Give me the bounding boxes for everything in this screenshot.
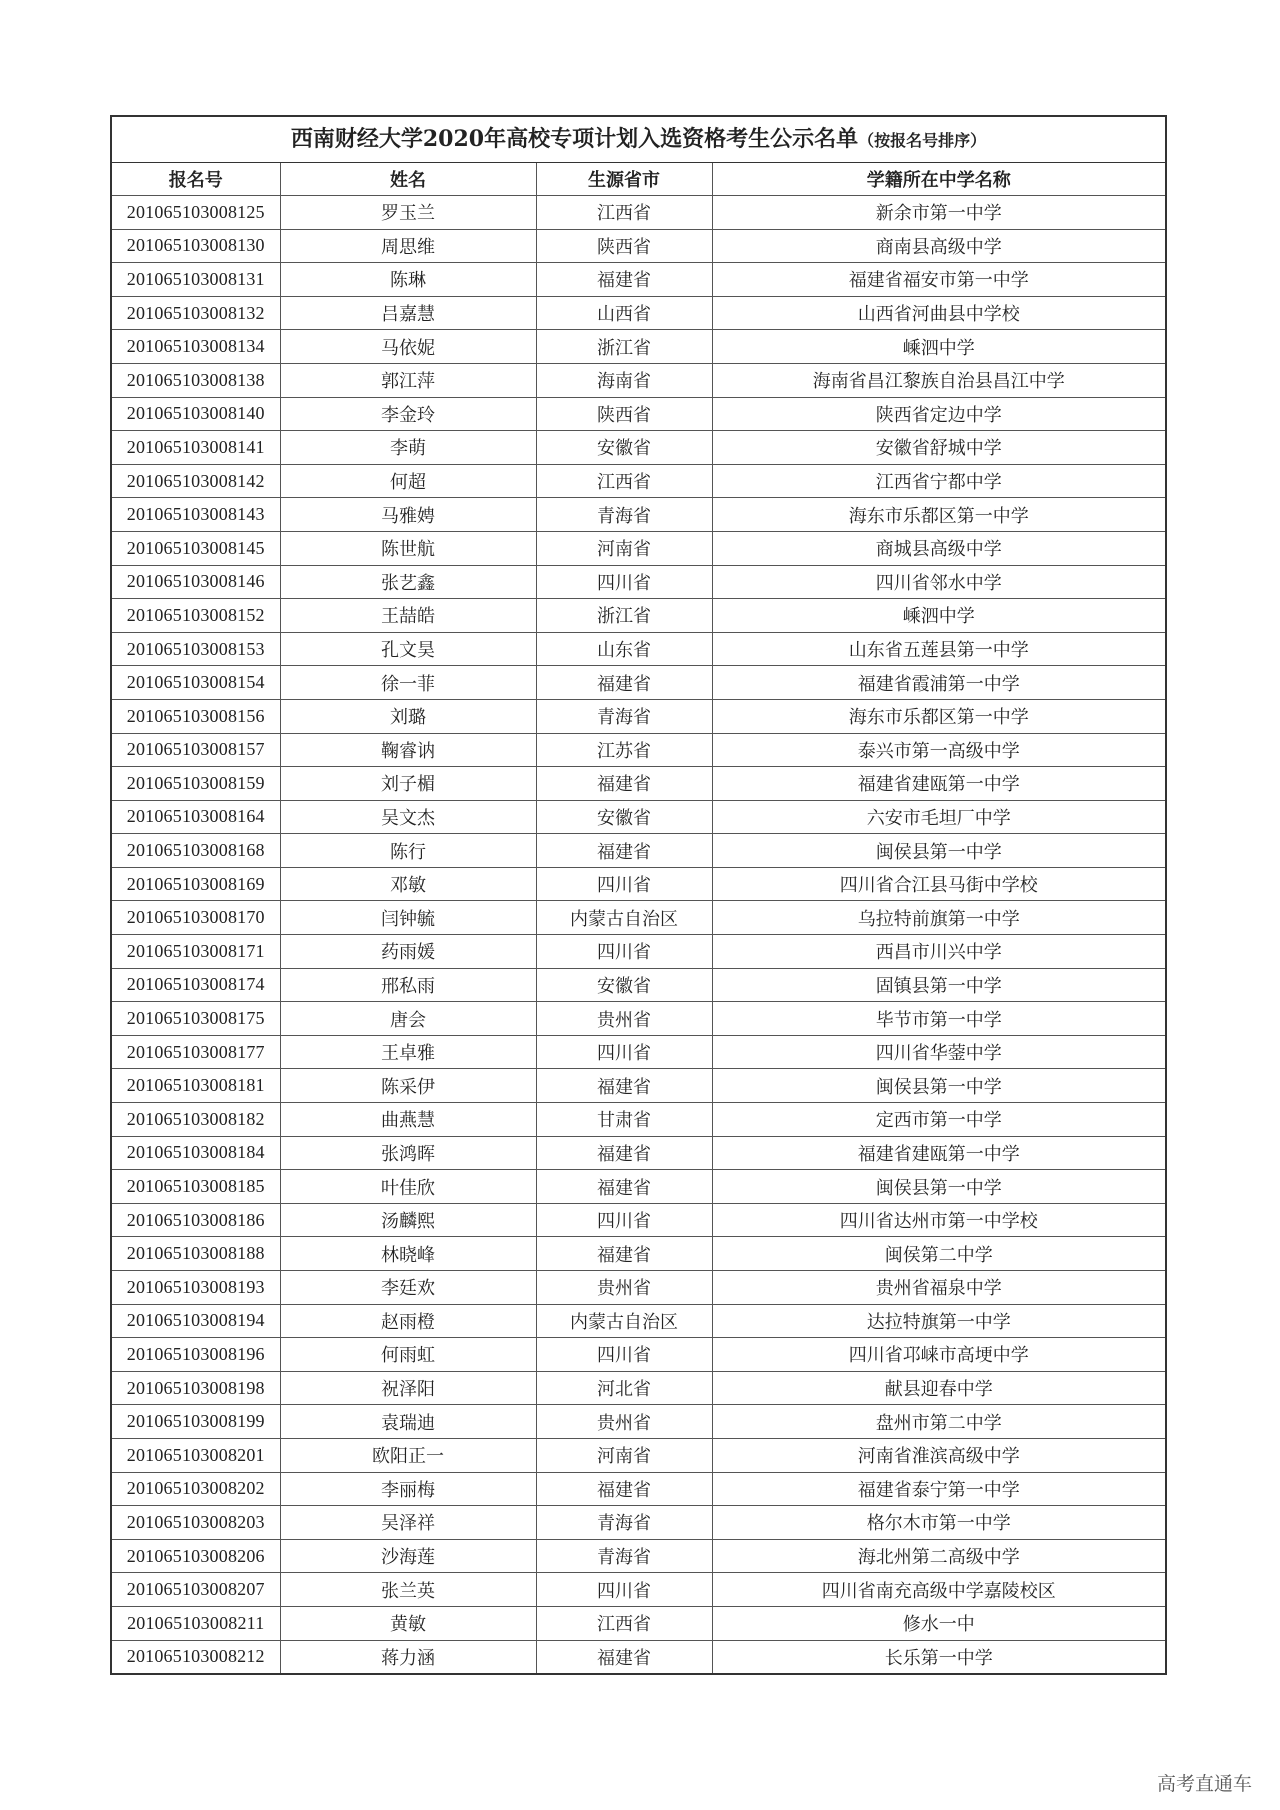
cell-school: 毕节市第一中学 xyxy=(712,1002,1165,1036)
cell-province: 四川省 xyxy=(536,867,712,901)
cell-province: 贵州省 xyxy=(536,1271,712,1305)
table-row xyxy=(112,296,1165,330)
cell-name: 唐会 xyxy=(280,1002,536,1036)
cell-name: 叶佳欣 xyxy=(280,1170,536,1204)
cell-school: 闽侯县第一中学 xyxy=(712,1069,1165,1103)
table-row xyxy=(112,464,1165,498)
cell-name: 刘璐 xyxy=(280,699,536,733)
cell-registration-no: 201065103008193 xyxy=(112,1271,280,1305)
cell-name: 鞠睿讷 xyxy=(280,733,536,767)
cell-registration-no: 201065103008171 xyxy=(112,935,280,969)
table-row xyxy=(112,901,1165,935)
cell-name: 蒋力涵 xyxy=(280,1640,536,1673)
header-province: 生源省市 xyxy=(536,163,712,196)
cell-registration-no: 201065103008188 xyxy=(112,1237,280,1271)
cell-registration-no: 201065103008194 xyxy=(112,1304,280,1338)
cell-school: 福建省福安市第一中学 xyxy=(712,263,1165,297)
cell-province: 河南省 xyxy=(536,531,712,565)
cell-name: 王卓雅 xyxy=(280,1035,536,1069)
table-row xyxy=(112,834,1165,868)
cell-province: 青海省 xyxy=(536,1539,712,1573)
cell-school: 长乐第一中学 xyxy=(712,1640,1165,1673)
cell-name: 李萌 xyxy=(280,431,536,465)
cell-school: 安徽省舒城中学 xyxy=(712,431,1165,465)
cell-registration-no: 201065103008185 xyxy=(112,1170,280,1204)
cell-school: 海东市乐都区第一中学 xyxy=(712,699,1165,733)
table-row xyxy=(112,196,1165,230)
table-row xyxy=(112,1438,1165,1472)
cell-school: 盘州市第二中学 xyxy=(712,1405,1165,1439)
cell-school: 江西省宁都中学 xyxy=(712,464,1165,498)
cell-school: 四川省邻水中学 xyxy=(712,565,1165,599)
cell-province: 四川省 xyxy=(536,1338,712,1372)
cell-school: 陕西省定边中学 xyxy=(712,397,1165,431)
cell-province: 青海省 xyxy=(536,699,712,733)
cell-province: 福建省 xyxy=(536,1640,712,1673)
cell-registration-no: 201065103008203 xyxy=(112,1506,280,1540)
cell-school: 新余市第一中学 xyxy=(712,196,1165,230)
cell-school: 达拉特旗第一中学 xyxy=(712,1304,1165,1338)
cell-name: 欧阳正一 xyxy=(280,1438,536,1472)
cell-school: 山西省河曲县中学校 xyxy=(712,296,1165,330)
cell-registration-no: 201065103008157 xyxy=(112,733,280,767)
cell-province: 青海省 xyxy=(536,1506,712,1540)
cell-name: 吕嘉慧 xyxy=(280,296,536,330)
cell-registration-no: 201065103008182 xyxy=(112,1103,280,1137)
table-row xyxy=(112,666,1165,700)
cell-province: 青海省 xyxy=(536,498,712,532)
table-row xyxy=(112,1002,1165,1036)
cell-name: 林晓峰 xyxy=(280,1237,536,1271)
cell-province: 安徽省 xyxy=(536,968,712,1002)
cell-registration-no: 201065103008196 xyxy=(112,1338,280,1372)
cell-registration-no: 201065103008207 xyxy=(112,1573,280,1607)
cell-registration-no: 201065103008198 xyxy=(112,1371,280,1405)
cell-name: 郭江萍 xyxy=(280,363,536,397)
cell-name: 邓敏 xyxy=(280,867,536,901)
cell-province: 福建省 xyxy=(536,834,712,868)
table-row xyxy=(112,1338,1165,1372)
table-row xyxy=(112,363,1165,397)
document-title xyxy=(112,117,1165,163)
cell-name: 药雨媛 xyxy=(280,935,536,969)
cell-registration-no: 201065103008141 xyxy=(112,431,280,465)
cell-school: 商南县高级中学 xyxy=(712,229,1165,263)
table-row xyxy=(112,1069,1165,1103)
cell-name: 马雅娉 xyxy=(280,498,536,532)
cell-province: 江西省 xyxy=(536,464,712,498)
cell-province: 四川省 xyxy=(536,935,712,969)
cell-school: 四川省邛崃市高埂中学 xyxy=(712,1338,1165,1372)
cell-name: 陈采伊 xyxy=(280,1069,536,1103)
table-row xyxy=(112,229,1165,263)
table-row xyxy=(112,1573,1165,1607)
table-header-row xyxy=(112,163,1165,196)
cell-school: 四川省达州市第一中学校 xyxy=(712,1203,1165,1237)
cell-school: 闽侯县第一中学 xyxy=(712,834,1165,868)
cell-registration-no: 201065103008134 xyxy=(112,330,280,364)
cell-province: 贵州省 xyxy=(536,1405,712,1439)
cell-name: 周思维 xyxy=(280,229,536,263)
cell-school: 西昌市川兴中学 xyxy=(712,935,1165,969)
cell-school: 福建省泰宁第一中学 xyxy=(712,1472,1165,1506)
cell-province: 内蒙古自治区 xyxy=(536,1304,712,1338)
cell-school: 定西市第一中学 xyxy=(712,1103,1165,1137)
table-row xyxy=(112,1170,1165,1204)
table-row xyxy=(112,1103,1165,1137)
cell-school: 河南省淮滨高级中学 xyxy=(712,1438,1165,1472)
cell-province: 福建省 xyxy=(536,263,712,297)
cell-province: 河南省 xyxy=(536,1438,712,1472)
cell-name: 刘子楣 xyxy=(280,767,536,801)
cell-province: 福建省 xyxy=(536,1237,712,1271)
cell-name: 吴泽祥 xyxy=(280,1506,536,1540)
cell-registration-no: 201065103008138 xyxy=(112,363,280,397)
cell-province: 福建省 xyxy=(536,666,712,700)
cell-name: 沙海莲 xyxy=(280,1539,536,1573)
roster-sheet xyxy=(110,115,1167,1675)
cell-registration-no: 201065103008212 xyxy=(112,1640,280,1673)
watermark: 高考直通车 xyxy=(1156,1773,1252,1795)
cell-registration-no: 201065103008142 xyxy=(112,464,280,498)
cell-registration-no: 201065103008154 xyxy=(112,666,280,700)
cell-registration-no: 201065103008140 xyxy=(112,397,280,431)
cell-province: 浙江省 xyxy=(536,599,712,633)
cell-province: 陕西省 xyxy=(536,397,712,431)
cell-school: 格尔木市第一中学 xyxy=(712,1506,1165,1540)
cell-registration-no: 201065103008184 xyxy=(112,1136,280,1170)
table-row xyxy=(112,968,1165,1002)
cell-name: 徐一菲 xyxy=(280,666,536,700)
cell-name: 陈琳 xyxy=(280,263,536,297)
table-row xyxy=(112,1237,1165,1271)
cell-province: 江西省 xyxy=(536,196,712,230)
table-row xyxy=(112,1405,1165,1439)
cell-school: 修水一中 xyxy=(712,1606,1165,1640)
cell-registration-no: 201065103008146 xyxy=(112,565,280,599)
cell-school: 嵊泗中学 xyxy=(712,599,1165,633)
cell-province: 福建省 xyxy=(536,1069,712,1103)
cell-province: 海南省 xyxy=(536,363,712,397)
cell-province: 四川省 xyxy=(536,1203,712,1237)
table-row xyxy=(112,330,1165,364)
cell-registration-no: 201065103008143 xyxy=(112,498,280,532)
table-row xyxy=(112,1506,1165,1540)
cell-school: 四川省合江县马街中学校 xyxy=(712,867,1165,901)
cell-registration-no: 201065103008130 xyxy=(112,229,280,263)
table-row xyxy=(112,1271,1165,1305)
table-row xyxy=(112,1472,1165,1506)
cell-school: 闽侯县第一中学 xyxy=(712,1170,1165,1204)
cell-name: 邢私雨 xyxy=(280,968,536,1002)
cell-registration-no: 201065103008169 xyxy=(112,867,280,901)
table-row xyxy=(112,1539,1165,1573)
table-row xyxy=(112,767,1165,801)
cell-province: 山西省 xyxy=(536,296,712,330)
cell-registration-no: 201065103008153 xyxy=(112,632,280,666)
cell-name: 曲燕慧 xyxy=(280,1103,536,1137)
table-row xyxy=(112,531,1165,565)
cell-registration-no: 201065103008132 xyxy=(112,296,280,330)
cell-name: 张兰英 xyxy=(280,1573,536,1607)
cell-name: 李金玲 xyxy=(280,397,536,431)
cell-school: 六安市毛坦厂中学 xyxy=(712,800,1165,834)
cell-registration-no: 201065103008206 xyxy=(112,1539,280,1573)
cell-school: 海北州第二高级中学 xyxy=(712,1539,1165,1573)
table-row xyxy=(112,800,1165,834)
cell-registration-no: 201065103008186 xyxy=(112,1203,280,1237)
table-row xyxy=(112,867,1165,901)
cell-province: 内蒙古自治区 xyxy=(536,901,712,935)
cell-registration-no: 201065103008181 xyxy=(112,1069,280,1103)
cell-school: 海南省昌江黎族自治县昌江中学 xyxy=(712,363,1165,397)
cell-school: 四川省华蓥中学 xyxy=(712,1035,1165,1069)
cell-registration-no: 201065103008177 xyxy=(112,1035,280,1069)
roster-table xyxy=(112,163,1165,1673)
table-row xyxy=(112,1606,1165,1640)
cell-province: 四川省 xyxy=(536,565,712,599)
table-row xyxy=(112,699,1165,733)
cell-province: 四川省 xyxy=(536,1573,712,1607)
cell-name: 李廷欢 xyxy=(280,1271,536,1305)
cell-registration-no: 201065103008175 xyxy=(112,1002,280,1036)
cell-registration-no: 201065103008211 xyxy=(112,1606,280,1640)
cell-province: 山东省 xyxy=(536,632,712,666)
cell-province: 江西省 xyxy=(536,1606,712,1640)
title-text: 西南财经大学2020年高校专项计划入选资格考生公示名单 xyxy=(290,126,859,152)
cell-province: 河北省 xyxy=(536,1371,712,1405)
cell-name: 马依妮 xyxy=(280,330,536,364)
table-row xyxy=(112,1203,1165,1237)
header-registration-no: 报名号 xyxy=(112,163,280,196)
cell-province: 甘肃省 xyxy=(536,1103,712,1137)
cell-name: 孔文昊 xyxy=(280,632,536,666)
cell-name: 吴文杰 xyxy=(280,800,536,834)
table-row xyxy=(112,1304,1165,1338)
cell-province: 安徽省 xyxy=(536,800,712,834)
cell-province: 贵州省 xyxy=(536,1002,712,1036)
cell-name: 张艺鑫 xyxy=(280,565,536,599)
cell-registration-no: 201065103008131 xyxy=(112,263,280,297)
cell-name: 祝泽阳 xyxy=(280,1371,536,1405)
cell-province: 福建省 xyxy=(536,767,712,801)
cell-school: 闽侯第二中学 xyxy=(712,1237,1165,1271)
table-row xyxy=(112,1035,1165,1069)
table-row xyxy=(112,733,1165,767)
cell-school: 福建省霞浦第一中学 xyxy=(712,666,1165,700)
cell-name: 何雨虹 xyxy=(280,1338,536,1372)
cell-name: 陈行 xyxy=(280,834,536,868)
cell-registration-no: 201065103008125 xyxy=(112,196,280,230)
cell-registration-no: 201065103008170 xyxy=(112,901,280,935)
cell-school: 山东省五莲县第一中学 xyxy=(712,632,1165,666)
table-row xyxy=(112,1640,1165,1673)
header-name: 姓名 xyxy=(280,163,536,196)
cell-province: 安徽省 xyxy=(536,431,712,465)
cell-name: 王喆皓 xyxy=(280,599,536,633)
cell-school: 泰兴市第一高级中学 xyxy=(712,733,1165,767)
cell-school: 福建省建瓯第一中学 xyxy=(712,1136,1165,1170)
cell-school: 商城县高级中学 xyxy=(712,531,1165,565)
cell-province: 福建省 xyxy=(536,1170,712,1204)
header-school: 学籍所在中学名称 xyxy=(712,163,1165,196)
cell-school: 乌拉特前旗第一中学 xyxy=(712,901,1165,935)
cell-name: 赵雨橙 xyxy=(280,1304,536,1338)
cell-school: 贵州省福泉中学 xyxy=(712,1271,1165,1305)
cell-school: 四川省南充高级中学嘉陵校区 xyxy=(712,1573,1165,1607)
cell-school: 嵊泗中学 xyxy=(712,330,1165,364)
cell-province: 福建省 xyxy=(536,1472,712,1506)
table-row xyxy=(112,565,1165,599)
cell-registration-no: 201065103008156 xyxy=(112,699,280,733)
table-row xyxy=(112,498,1165,532)
cell-name: 汤麟熙 xyxy=(280,1203,536,1237)
table-row xyxy=(112,1371,1165,1405)
cell-name: 陈世航 xyxy=(280,531,536,565)
cell-name: 张鸿晖 xyxy=(280,1136,536,1170)
table-row xyxy=(112,935,1165,969)
cell-registration-no: 201065103008199 xyxy=(112,1405,280,1439)
table-row xyxy=(112,263,1165,297)
cell-registration-no: 201065103008201 xyxy=(112,1438,280,1472)
cell-province: 福建省 xyxy=(536,1136,712,1170)
table-row xyxy=(112,632,1165,666)
table-body xyxy=(112,196,1165,1674)
title-subtitle: （按报名号排序） xyxy=(858,131,987,150)
cell-school: 海东市乐都区第一中学 xyxy=(712,498,1165,532)
cell-name: 闫钟毓 xyxy=(280,901,536,935)
cell-registration-no: 201065103008152 xyxy=(112,599,280,633)
cell-school: 献县迎春中学 xyxy=(712,1371,1165,1405)
cell-name: 李丽梅 xyxy=(280,1472,536,1506)
table-row xyxy=(112,431,1165,465)
cell-registration-no: 201065103008174 xyxy=(112,968,280,1002)
cell-province: 浙江省 xyxy=(536,330,712,364)
cell-registration-no: 201065103008168 xyxy=(112,834,280,868)
cell-province: 江苏省 xyxy=(536,733,712,767)
table-row xyxy=(112,1136,1165,1170)
cell-name: 罗玉兰 xyxy=(280,196,536,230)
cell-school: 福建省建瓯第一中学 xyxy=(712,767,1165,801)
cell-name: 黄敏 xyxy=(280,1606,536,1640)
table-row xyxy=(112,599,1165,633)
cell-registration-no: 201065103008202 xyxy=(112,1472,280,1506)
cell-school: 固镇县第一中学 xyxy=(712,968,1165,1002)
table-row xyxy=(112,397,1165,431)
cell-name: 袁瑞迪 xyxy=(280,1405,536,1439)
cell-registration-no: 201065103008159 xyxy=(112,767,280,801)
cell-province: 陕西省 xyxy=(536,229,712,263)
cell-province: 四川省 xyxy=(536,1035,712,1069)
cell-registration-no: 201065103008145 xyxy=(112,531,280,565)
cell-name: 何超 xyxy=(280,464,536,498)
cell-registration-no: 201065103008164 xyxy=(112,800,280,834)
